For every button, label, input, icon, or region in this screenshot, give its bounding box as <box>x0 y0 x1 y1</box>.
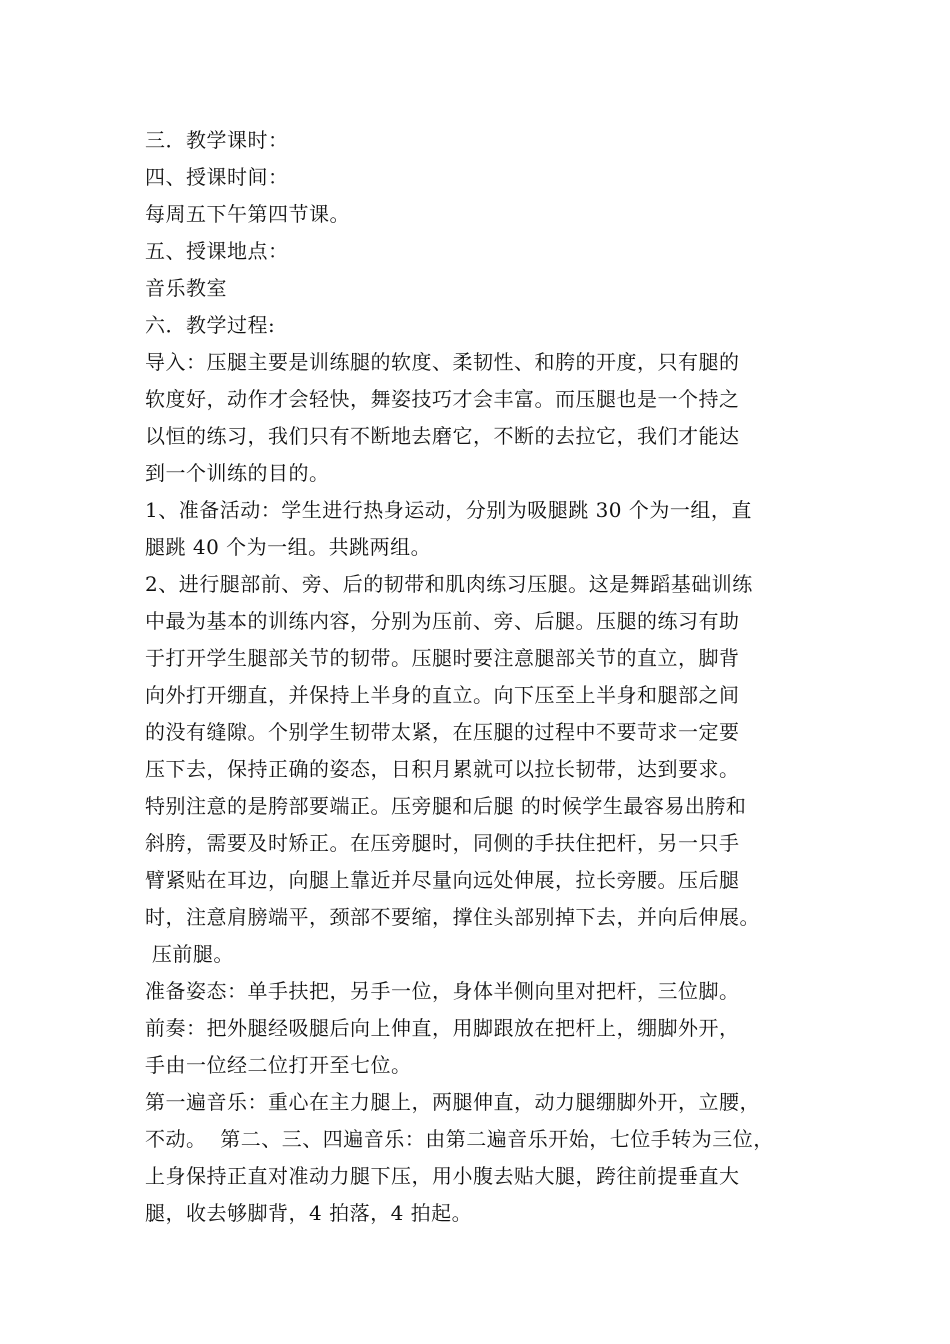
paragraph-line: 前奏：把外腿经吸腿后向上伸直，用脚跟放在把杆上，绷脚外开， <box>145 1016 740 1040</box>
heading-class-location: 五、授课地点： <box>145 239 289 263</box>
paragraph-line: 上身保持正直对准动力腿下压，用小腹去贴大腿，跨往前提垂直大 <box>145 1164 740 1188</box>
paragraph-line: 腿，收去够脚背，4 拍落，4 拍起。 <box>145 1201 473 1225</box>
paragraph-line: 2、进行腿部前、旁、后的韧带和肌肉练习压腿。这是舞蹈基础训练 <box>145 572 753 596</box>
paragraph-line: 准备姿态：单手扶把，另手一位，身体半侧向里对把杆，三位脚。 <box>145 979 740 1003</box>
paragraph-line: 软度好，动作才会轻快，舞姿技巧才会丰富。而压腿也是一个持之 <box>145 387 740 411</box>
paragraph-line: 臂紧贴在耳边，向腿上靠近并尽量向远处伸展，拉长旁腰。压后腿 <box>145 868 740 892</box>
document-body <box>145 122 815 1232</box>
paragraph-line: 斜胯，需要及时矫正。在压旁腿时，同侧的手扶住把杆，另一只手 <box>145 831 740 855</box>
paragraph-line: 以恒的练习，我们只有不断地去磨它，不断的去拉它，我们才能达 <box>145 424 740 448</box>
paragraph-line: 特别注意的是胯部要端正。压旁腿和后腿 的时候学生最容易出胯和 <box>145 794 747 818</box>
class-time-text: 每周五下午第四节课。 <box>145 202 350 226</box>
heading-class-time: 四、授课时间： <box>145 165 289 189</box>
paragraph-line: 腿跳 40 个为一组。共跳两组。 <box>145 535 432 559</box>
paragraph-line: 向外打开绷直，并保持上半身的直立。向下压至上半身和腿部之间 <box>145 683 740 707</box>
paragraph-line: 1、准备活动：学生进行热身运动，分别为吸腿跳 30 个为一组，直 <box>145 498 752 522</box>
paragraph-line: 的没有缝隙。个别学生韧带太紧，在压腿的过程中不要苛求一定要 <box>145 720 740 744</box>
paragraph-line: 手由一位经二位打开至七位。 <box>145 1053 412 1077</box>
paragraph-line: 不动。 第二、三、四遍音乐：由第二遍音乐开始，七位手转为三位， <box>145 1127 774 1151</box>
class-location-text: 音乐教室 <box>145 276 227 300</box>
paragraph-line: 压下去，保持正确的姿态，日积月累就可以拉长韧带，达到要求。 <box>145 757 740 781</box>
paragraph-line: 压前腿。 <box>145 942 234 966</box>
paragraph-line: 中最为基本的训练内容，分别为压前、旁、后腿。压腿的练习有助 <box>145 609 740 633</box>
paragraph-line: 导入：压腿主要是训练腿的软度、柔韧性、和胯的开度，只有腿的 <box>145 350 740 374</box>
paragraph-line: 第一遍音乐：重心在主力腿上，两腿伸直，动力腿绷脚外开，立腰， <box>145 1090 760 1114</box>
paragraph-line: 到一个训练的目的。 <box>145 461 330 485</box>
paragraph-line: 于打开学生腿部关节的韧带。压腿时要注意腿部关节的直立，脚背 <box>145 646 740 670</box>
heading-teaching-hours: 三．教学课时： <box>145 128 289 152</box>
paragraph-line: 时，注意肩膀端平，颈部不要缩，撑住头部别掉下去，并向后伸展。 <box>145 905 760 929</box>
heading-teaching-process: 六．教学过程: <box>145 313 276 337</box>
